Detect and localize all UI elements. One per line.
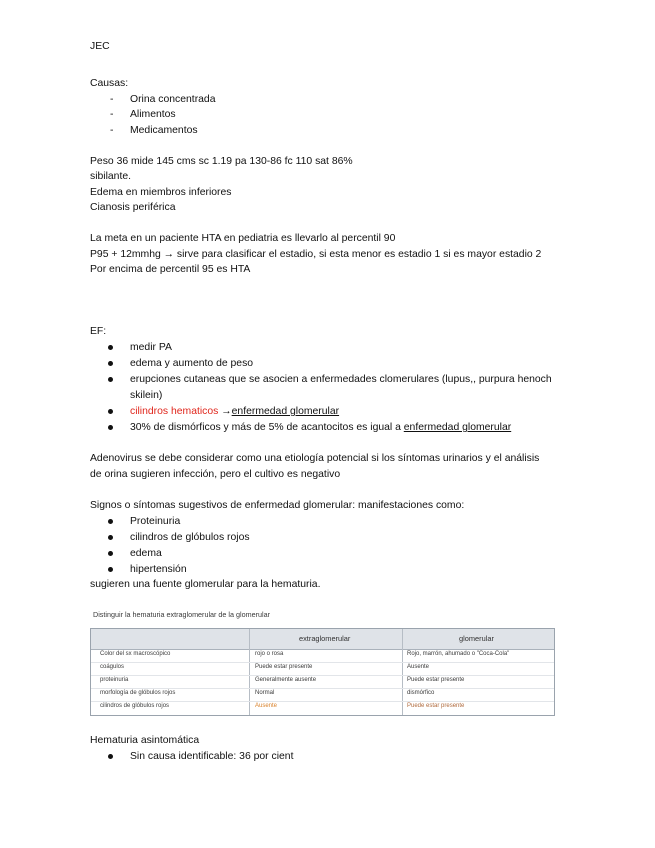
dash-marker: - xyxy=(110,125,114,136)
hematuria-heading: Hematuria asintomática xyxy=(90,735,200,746)
ef-heading: EF: xyxy=(90,326,107,337)
bullet-dot xyxy=(108,535,113,540)
ef-item: edema y aumento de peso xyxy=(130,358,254,369)
table-row xyxy=(91,662,554,676)
vitals-line: Cianosis periférica xyxy=(90,202,176,213)
hematuria-item: Sin causa identificable: 36 por cient xyxy=(130,751,294,762)
enfermedad-glomerular-link: enfermedad glomerular xyxy=(403,422,512,433)
table-cell: Rojo, marrón, ahumado o "Coca-Cola" xyxy=(407,651,510,657)
signos-item: cilindros de glóbulos rojos xyxy=(130,532,250,543)
bullet-dot xyxy=(108,361,113,366)
table-header-row xyxy=(91,629,554,650)
causas-item: Alimentos xyxy=(130,109,176,120)
bullet-dot xyxy=(108,551,113,556)
table-cell: coágulos xyxy=(100,664,125,670)
table-cell: Puede estar presente xyxy=(255,664,313,670)
adenovirus-line: Adenovirus se debe considerar como una etiología potencial si los síntomas urinarios y el análisis xyxy=(90,453,540,464)
signos-heading: Signos o síntomas sugestivos de enfermedad glomerular: manifestaciones como: xyxy=(90,500,465,511)
table-cell: rojo o rosa xyxy=(255,651,284,657)
bullet-dot xyxy=(108,567,113,572)
cilindros-red-text: cilindros hematicos xyxy=(130,406,219,417)
ef-item: erupciones cutaneas que se asocien a enfermedades clomerulares (lupus,, purpura henoch xyxy=(130,374,552,385)
table-row xyxy=(91,688,554,702)
table-header-cell: extraglomerular xyxy=(299,634,351,643)
table-header-cell: glomerular xyxy=(459,634,494,643)
vitals-line: Peso 36 mide 145 cms sc 1.19 pa 130-86 fc 110 sat 86% xyxy=(90,156,353,167)
causas-item: Medicamentos xyxy=(130,125,198,136)
table-row xyxy=(91,649,554,663)
signos-footer: sugieren una fuente glomerular para la hematuria. xyxy=(90,579,321,590)
ef-item: medir PA xyxy=(130,342,172,353)
bullet-dot xyxy=(108,377,113,382)
table-cell: Normal xyxy=(255,690,275,696)
table-cell: dismórfico xyxy=(407,690,435,696)
dash-marker: - xyxy=(110,94,114,105)
adenovirus-line: de orina sugieren infección, pero el cultivo es negativo xyxy=(90,469,341,480)
table-cell: proteinuria xyxy=(100,677,129,683)
causas-heading: Causas: xyxy=(90,78,129,89)
table-cell: Ausente xyxy=(255,703,278,709)
signos-item: hipertensión xyxy=(130,564,187,575)
bullet-dot xyxy=(108,409,113,414)
signos-item: Proteinuria xyxy=(130,516,181,527)
table-cell: Ausente xyxy=(407,664,430,670)
bullet-dot xyxy=(108,425,113,430)
table-cell: cilindros de glóbulos rojos xyxy=(100,703,170,709)
bullet-dot xyxy=(108,754,113,759)
table-title: Distinguir la hematuria extraglomerular de la glomerular xyxy=(93,610,270,619)
table-cell: Color del sx macroscópico xyxy=(100,651,171,657)
table-cell: Puede estar presente xyxy=(407,703,465,709)
header-text: JEC xyxy=(90,41,110,52)
hta-line: La meta en un paciente HTA en pediatria es llevarlo al percentil 90 xyxy=(90,233,396,244)
table-row xyxy=(91,701,554,714)
dismorficos-text: 30% de dismórficos y más de 5% de acantocitos es igual a xyxy=(130,422,404,433)
hta-line: P95 + 12mmhg → sirve para clasificar el estadio, si esta menor es estadio 1 si es mayor estadio 2 xyxy=(90,249,542,260)
bullet-dot xyxy=(108,345,113,350)
ef-item-continuation: skilein) xyxy=(130,390,163,401)
table-row xyxy=(91,675,554,689)
signos-item: edema xyxy=(130,548,162,559)
hematuria-table xyxy=(90,628,555,716)
bullet-dot xyxy=(108,519,113,524)
dash-marker: - xyxy=(110,109,114,120)
enfermedad-glomerular-link: enfermedad glomerular xyxy=(231,406,340,417)
ef-dismorficos-line xyxy=(130,421,511,434)
vitals-line: Edema en miembros inferiores xyxy=(90,187,232,198)
table-cell: Generalmente ausente xyxy=(255,677,317,683)
hta-line: Por encima de percentil 95 es HTA xyxy=(90,264,251,275)
table-cell: morfología de glóbulos rojos xyxy=(100,690,176,696)
table-cell: Puede estar presente xyxy=(407,677,465,683)
arrow-icon: → xyxy=(221,406,232,417)
ef-cilindros-line xyxy=(130,405,339,418)
vitals-line: sibilante. xyxy=(90,171,132,182)
causas-item: Orina concentrada xyxy=(130,94,216,105)
